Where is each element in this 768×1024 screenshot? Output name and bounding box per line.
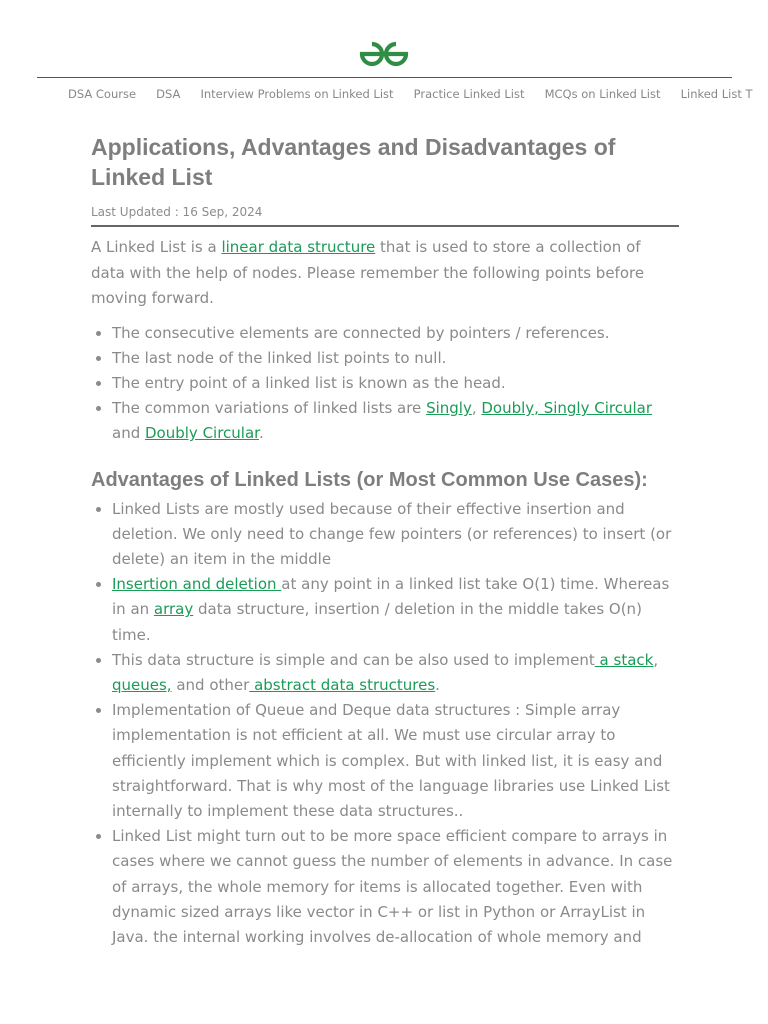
list-item [112, 396, 679, 446]
list-item [112, 648, 679, 698]
link-queues[interactable]: queues, [112, 675, 172, 694]
text: data structure, insertion / deletion in the middle takes O(n) time. [112, 600, 642, 644]
list-item: • Implementation of Queue and Deque data structures : Simple array implementation is not efficient at all. We must use circular array to efficiently implement which is complex. But with linked list, it is easy and straightforward. That is why most of the language libraries use Linked List internally to implement these data structures.. [112, 698, 679, 824]
link-array[interactable]: array [153, 600, 194, 619]
intro-text-before: A Linked List is a [91, 238, 222, 256]
site-logo[interactable] [0, 38, 768, 72]
link-singly[interactable]: Singly [426, 399, 472, 418]
text: , [653, 650, 659, 669]
nav-item-practice-linked-list[interactable]: Practice Linked List [413, 87, 525, 101]
list-item [112, 572, 679, 648]
link-insertion-deletion[interactable]: Insertion and deletion [112, 575, 282, 594]
list-item: • The entry point of a linked list is known as the head. [112, 371, 679, 396]
nav-item-interview-problems[interactable]: Interview Problems on Linked List [200, 87, 394, 101]
intro-text-after: that is used to store a collection of data with the help of nodes. Please remember the following points before moving forward. [91, 238, 645, 307]
advantages-list [91, 497, 679, 951]
link-linear-data-structure[interactable]: linear data structure [221, 238, 376, 256]
list-item: • Linked List might turn out to be more space efficient compare to arrays in cases where we cannot guess the number of elements in advance. In case of arrays, the whole memory for items is allocated together. Even with dynamic sized arrays like vector in C++ or list in Python or ArrayList in Java. the internal working involves de-allocation of whole memory and [112, 824, 679, 950]
article [91, 132, 679, 950]
list-item: • The last node of the linked list points to null. [112, 346, 679, 371]
nav-item-linked-list-tutorial[interactable]: Linked List T [680, 87, 753, 101]
key-points-list [91, 321, 679, 447]
text: at any point in a linked list take O(1) time. Whereas in an [112, 575, 670, 619]
intro-paragraph [91, 235, 679, 312]
header-divider [37, 77, 732, 78]
nav-item-dsa-course[interactable]: DSA Course [68, 87, 137, 101]
text: This data structure is simple and can be also used to implement [112, 650, 595, 669]
nav-item-mcqs[interactable]: MCQs on Linked List [544, 87, 661, 101]
page-title: Applications, Advantages and Disadvantages of Linked List [91, 134, 616, 190]
text: The common variations of linked lists are [112, 399, 427, 418]
text: , [471, 399, 482, 418]
text: . [258, 424, 264, 443]
last-updated: Last Updated : 16 Sep, 2024 [91, 205, 263, 219]
link-doubly-circular[interactable]: Doubly Circular [145, 424, 259, 443]
text: and other [171, 675, 250, 694]
link-doubly-singly-circular[interactable]: Doubly, Singly Circular [481, 399, 652, 418]
list-item: • The consecutive elements are connected by pointers / references. [112, 321, 679, 346]
title-divider [91, 225, 679, 227]
nav-item-dsa[interactable]: DSA [156, 87, 181, 101]
text: . [435, 675, 440, 694]
gfg-logo-icon [356, 38, 412, 70]
link-a-stack[interactable]: a stack [594, 650, 654, 669]
text: and [112, 424, 145, 443]
list-item: • Linked Lists are mostly used because of their effective insertion and deletion. We only need to change few pointers (or references) to insert (or delete) an item in the middle [112, 497, 679, 573]
advantages-heading: Advantages of Linked Lists (or Most Common Use Cases): [91, 468, 648, 491]
topic-nav [68, 83, 753, 101]
link-abstract-data-structures[interactable]: abstract data structures [249, 675, 436, 694]
